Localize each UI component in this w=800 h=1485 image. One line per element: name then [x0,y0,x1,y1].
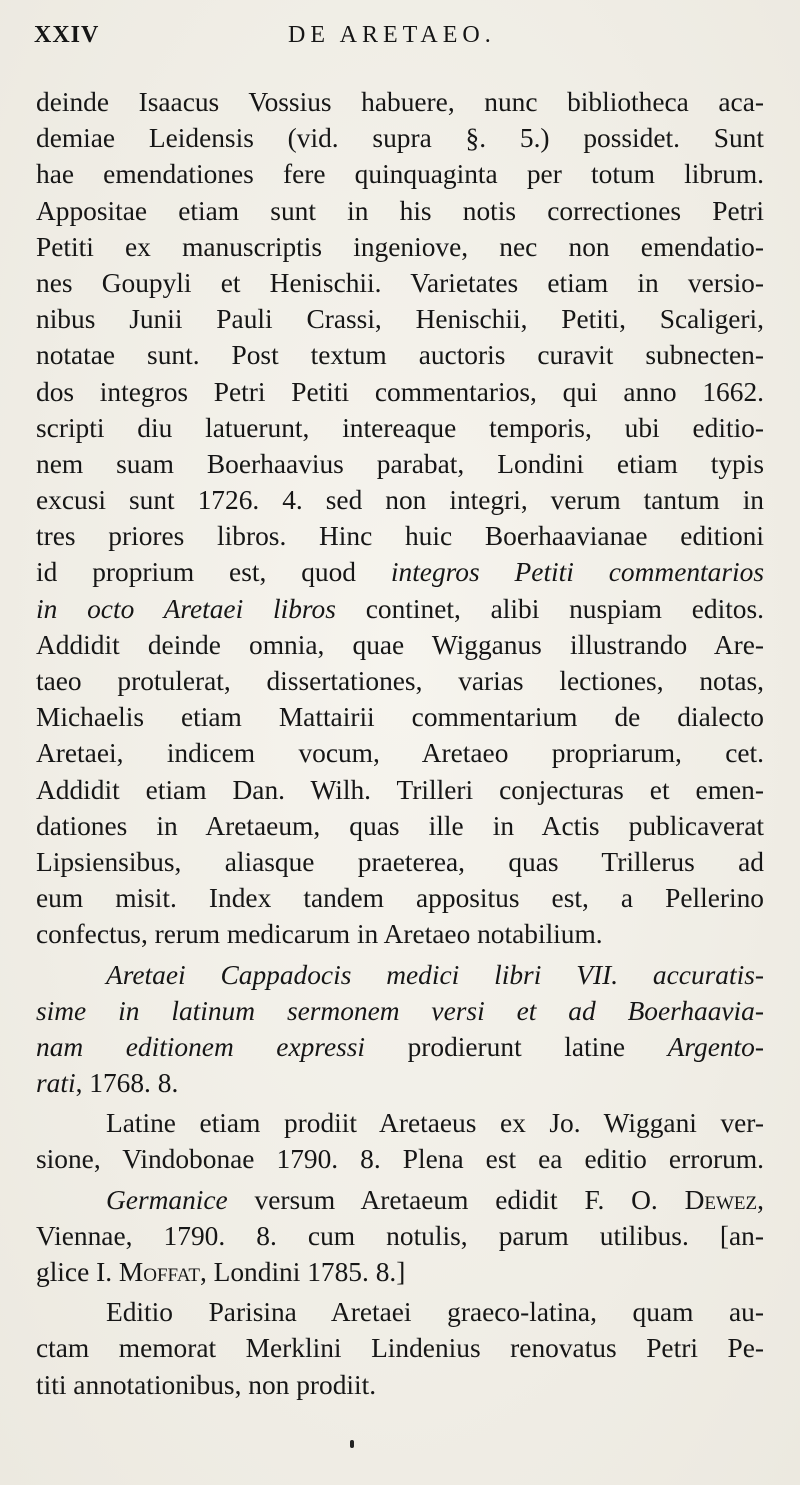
text-line: confectus, rerum medicarum in Aretaeo notabilium. [36,919,603,950]
text-line: Aretaei, indicem vocum, Aretaeo propriarum, cet. [36,738,764,769]
text-line: dos integros Petri Petiti commentarios, qui anno 1662. [36,376,764,407]
text-line: Latine etiam prodiit Aretaeus ex Jo. Wiggani ver- [106,1108,764,1139]
text-line: Germanice versum Aretaeum edidit F. O. Dewez, [106,1184,764,1215]
text-line: rati, 1768. 8. [36,1068,179,1099]
text-line: hae emendationes fere quinquaginta per totum librum. [36,159,764,190]
text-line: deinde Isaacus Vossius habuere, nunc bibliotheca aca- [36,87,764,117]
running-title: DE ARETAEO. [288,22,496,48]
text-line: glice I. Moffat, Londini 1785. 8.] [36,1257,406,1287]
text-line: Viennae, 1790. 8. cum notulis, parum utilibus. [an- [36,1220,764,1251]
text-line: eum misit. Index tandem appositus est, a Pellerino [36,883,764,914]
ink-mark [350,1440,354,1448]
text-line: tres priores libros. Hinc huic Boerhaavianae editioni [36,521,764,552]
text-line: id proprium est, quod integros Petiti commentarios [36,557,764,588]
text-line: Editio Parisina Aretaei graeco-latina, quam au- [106,1297,764,1328]
text-line: sione, Vindobonae 1790. 8. Plena est ea editio errorum. [36,1144,764,1175]
text-line: ctam memorat Merklini Lindenius renovatus Petri Pe- [36,1333,764,1364]
text-line: Aretaei Cappadocis medici libri VII. accuratis- [106,959,764,990]
text-line: in octo Aretaei libros continet, alibi nuspiam editos. [36,593,765,624]
body-text [36,84,764,1403]
text-line: dationes in Aretaeum, quas ille in Actis publicaverat [36,810,764,841]
text-line: Addidit deinde omnia, quae Wigganus illustrando Are- [36,629,764,660]
text-line: demiae Leidensis (vid. supra §. 5.) possidet. Sunt [36,123,764,154]
text-line: sime in latinum sermonem versi et ad Boerhaavia- [36,995,764,1026]
text-line: nem suam Boerhaavius parabat, Londini etiam typis [36,448,764,479]
text-line: excusi sunt 1726. 4. sed non integri, verum tantum in [36,485,764,516]
text-line: titi annotationibus, non prodiit. [36,1369,377,1400]
text-line: Petiti ex manuscriptis ingeniove, nec non emendatio- [36,231,764,262]
text-line: nibus Junii Pauli Crassi, Henischii, Petiti, Scaligeri, [36,304,764,335]
page-header [30,22,770,58]
text-line: Lipsiensibus, aliasque praeterea, quas Trillerus ad [36,846,764,877]
text-line: Michaelis etiam Mattairii commentarium de dialecto [36,702,764,733]
text-line: scripti diu latuerunt, intereaque temporis, ubi editio- [36,412,764,443]
text-line: Addidit etiam Dan. Wilh. Trilleri conjecturas et emen- [36,774,764,805]
text-line: taeo protulerat, dissertationes, varias lectiones, notas, [36,666,764,696]
text-line: nes Goupyli et Henischii. Varietates etiam in versio- [36,267,764,298]
text-line: notatae sunt. Post textum auctoris curavit subnecten- [36,340,764,371]
text-line: nam editionem expressi prodierunt latine Argento- [36,1031,764,1062]
text-line: Appositae etiam sunt in his notis correctiones Petri [36,195,764,226]
page-number: XXIV [34,22,100,48]
